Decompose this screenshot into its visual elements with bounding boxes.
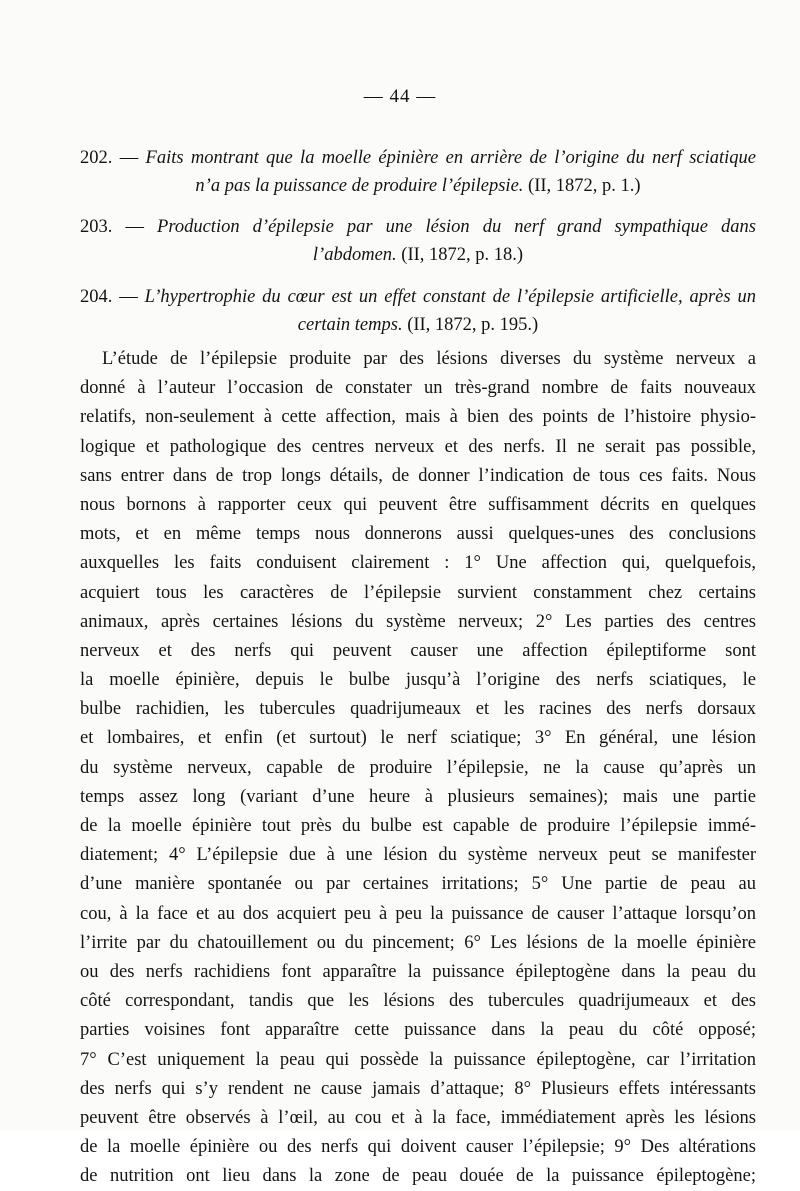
body-line: des nerfs qui s’y rendent ne cause jamais d’attaque; 8° Plusieurs effets intéressants — [80, 1078, 756, 1099]
body-line: nerveux et des nerfs qui peuvent causer une affection épileptiforme sont — [80, 640, 756, 661]
body-line: l’irrite par du chatouillement ou du pincement; 6° Les lésions de la moelle épinière — [80, 932, 756, 953]
body-line: auxquelles les faits conduisent clairement : 1° Une affection qui, quelquefois, — [80, 553, 756, 574]
entry-202-number: 202. — — [80, 148, 139, 168]
entry-203-line-1 — [80, 213, 756, 241]
body-line: acquiert tous les caractères de l’épilepsie survient constamment chez certains — [80, 582, 756, 603]
body-line: donné à l’auteur l’occasion de constater un très-grand nombre de faits nouveaux — [80, 378, 756, 399]
body-line: de la moelle épinière ou des nerfs qui doivent causer l’épilepsie; 9° Des altérations — [80, 1137, 756, 1158]
entry-203 — [80, 213, 756, 269]
body-line: parties voisines font apparaître cette puissance dans la peau du côté opposé; — [80, 1020, 756, 1041]
body-line: de la moelle épinière tout près du bulbe est capable de produire l’épilepsie immé- — [80, 816, 756, 836]
body-line: logique et pathologique des centres nerveux et des nerfs. Il ne serait pas possible, — [80, 436, 756, 457]
entry-204-number: 204. — — [80, 287, 138, 307]
body-line: peuvent être observés à l’œil, au cou et à la face, immédiatement après les lésions — [80, 1107, 756, 1128]
entry-203-reference: (II, 1872, p. 18.) — [401, 245, 524, 265]
entry-203-title-line-2: l’abdomen. — [312, 245, 397, 265]
entry-204-title-line-2: certain temps. — [297, 315, 403, 335]
body-line: mots, et en même temps nous donnerons aussi quelques-unes des conclusions — [80, 524, 756, 545]
body-line: de nutrition ont lieu dans la zone de peau douée de la puissance épileptogène; — [80, 1166, 756, 1187]
entry-204-line-2 — [80, 311, 756, 339]
body-line: 7° C’est uniquement la peau qui possède la puissance épileptogène, car l’irritation — [80, 1049, 756, 1070]
entry-204 — [80, 283, 756, 339]
entry-203-number: 203. — — [80, 217, 144, 237]
body-line: et lombaires, et enfin (et surtout) le nerf sciatique; 3° En général, une lésion — [80, 728, 756, 749]
entry-204-line-1 — [80, 283, 756, 311]
entry-202-title-line-2: n’a pas la puissance de produire l’épilepsie. — [195, 176, 524, 196]
body-line: la moelle épinière, depuis le bulbe jusqu’à l’origine des nerfs sciatiques, le — [80, 670, 756, 691]
entry-202-reference: (II, 1872, p. 1.) — [528, 176, 641, 196]
body-line: cou, à la face et au dos acquiert peu à peu la puissance de causer l’attaque lorsqu’on — [80, 903, 756, 924]
body-line: relatifs, non-seulement à cette affection, mais à bien des points de l’histoire physio- — [80, 407, 756, 428]
body-line: nous bornons à rapporter ceux qui peuvent être suffisamment décrits en quelques — [80, 494, 756, 515]
body-line: animaux, après certaines lésions du système nerveux; 2° Les parties des centres — [80, 611, 756, 632]
entry-204-reference: (II, 1872, p. 195.) — [407, 315, 539, 335]
entry-202-line-2 — [80, 172, 756, 200]
page-number: — 44 — — [363, 86, 437, 107]
entry-203-title-line-1: Production d’épilepsie par une lésion du nerf grand sympathique dans — [157, 217, 757, 237]
body-line: L’étude de l’épilepsie produite par des lésions diverses du système nerveux a — [102, 349, 756, 369]
entry-202-title-line-1: Faits montrant que la moelle épinière en arrière de l’origine du nerf sciatique — [145, 148, 757, 168]
body-paragraph — [80, 345, 756, 1191]
body-line: d’une manière spontanée ou par certaines irritations; 5° Une partie de peau au — [80, 874, 756, 895]
entry-203-line-2 — [80, 241, 756, 269]
body-line: côté correspondant, tandis que les lésions des tubercules quadrijumeaux et des — [80, 991, 756, 1012]
entry-202-line-1 — [80, 144, 756, 172]
body-line: diatement; 4° L’épilepsie due à une lésion du système nerveux peut se manifester — [80, 845, 756, 866]
entry-204-title-line-1: L’hypertrophie du cœur est un effet constant de l’épilepsie artificielle, après un — [144, 287, 756, 307]
body-line: ou des nerfs rachidiens font apparaître la puissance épileptogène dans la peau du — [80, 961, 756, 982]
body-line: du système nerveux, capable de produire l’épilepsie, ne la cause qu’après un — [80, 757, 756, 778]
body-line: sans entrer dans de trop longs détails, de donner l’indication de tous ces faits. Nous — [80, 465, 756, 486]
body-line: temps assez long (variant d’une heure à plusieurs semaines); mais une partie — [80, 786, 756, 807]
body-line: bulbe rachidien, les tubercules quadrijumeaux et les racines des nerfs dorsaux — [80, 699, 756, 720]
entry-202 — [80, 144, 756, 200]
